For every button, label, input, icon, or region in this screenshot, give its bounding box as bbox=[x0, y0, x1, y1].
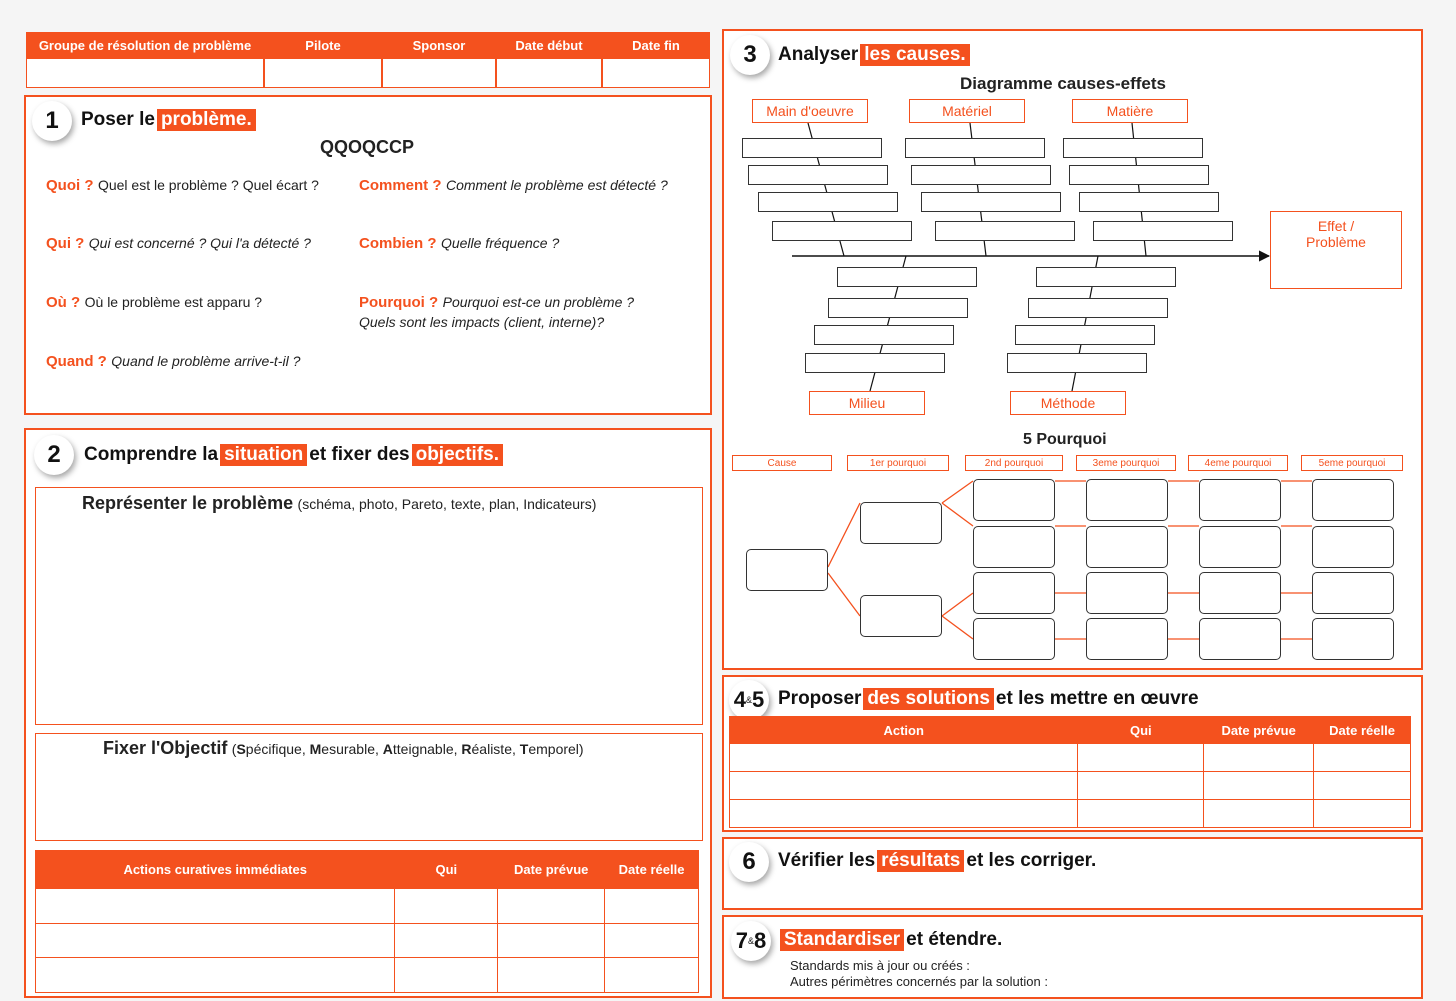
header-col-sponsor: Sponsor bbox=[382, 32, 496, 58]
cause-input-box[interactable] bbox=[805, 353, 945, 373]
cause-input-box[interactable] bbox=[1036, 267, 1176, 287]
section-78-panel[interactable] bbox=[722, 915, 1423, 999]
table-cell[interactable] bbox=[730, 744, 1078, 772]
section-6-number: 6 bbox=[729, 842, 769, 882]
section-6-title-highlight: résultats bbox=[877, 850, 964, 872]
effect-label-line2: Problème bbox=[1306, 234, 1366, 250]
five-why-title: 5 Pourquoi bbox=[1023, 431, 1107, 448]
objective-sub-initial: R bbox=[461, 741, 472, 757]
table-cell[interactable] bbox=[498, 889, 605, 924]
curative-header-date-reelle: Date réelle bbox=[605, 851, 699, 889]
cause-input-box[interactable] bbox=[1093, 221, 1233, 241]
section-78-number-sep: & bbox=[747, 936, 754, 946]
section-2-panel bbox=[24, 428, 712, 998]
category-milieu: Milieu bbox=[809, 391, 925, 415]
objective-sub-part: esurable, bbox=[321, 741, 383, 757]
section-2-title bbox=[84, 442, 505, 468]
objective-heading: Fixer l'Objectif bbox=[103, 738, 228, 758]
project-header-table bbox=[26, 32, 710, 88]
table-cell[interactable] bbox=[605, 889, 699, 924]
represent-problem-heading: Représenter le problème bbox=[82, 493, 294, 513]
cause-input-box[interactable] bbox=[1007, 353, 1147, 373]
why-label-cause: Cause bbox=[732, 455, 832, 471]
why-label-3: 3eme pourquoi bbox=[1076, 455, 1176, 471]
table-row bbox=[730, 772, 1411, 800]
why-box-5a[interactable] bbox=[1312, 479, 1394, 521]
header-input-sponsor[interactable] bbox=[382, 58, 496, 88]
diagram-title: Diagramme causes-effets bbox=[960, 74, 1166, 93]
section-6-title-text-b: et les corriger. bbox=[966, 850, 1097, 871]
table-row bbox=[730, 744, 1411, 772]
question-quand bbox=[46, 353, 300, 371]
cause-input-box[interactable] bbox=[748, 165, 888, 185]
objective-sub-initial: A bbox=[382, 741, 393, 757]
question-qui-text: Qui est concerné ? Qui l'a détecté ? bbox=[88, 235, 311, 251]
why-label-2: 2nd pourquoi bbox=[965, 455, 1063, 471]
category-methode: Méthode bbox=[1010, 391, 1126, 415]
table-row bbox=[730, 800, 1411, 828]
section-1-title-highlight: problème. bbox=[157, 109, 256, 131]
objective-subtitle bbox=[232, 741, 584, 757]
table-row bbox=[36, 889, 699, 924]
table-row bbox=[36, 958, 699, 993]
question-ou bbox=[46, 294, 262, 312]
section-45-number-b: 5 bbox=[752, 687, 765, 712]
table-cell[interactable] bbox=[1314, 744, 1411, 772]
why-label-5: 5eme pourquoi bbox=[1301, 455, 1403, 471]
section-45-title-highlight: des solutions bbox=[863, 688, 993, 710]
objective-sub-part: éaliste, bbox=[471, 741, 520, 757]
why-box-2b[interactable] bbox=[973, 526, 1055, 568]
table-cell[interactable] bbox=[498, 958, 605, 993]
question-combien-key: Combien ? bbox=[359, 235, 437, 252]
solutions-header-date-reelle: Date réelle bbox=[1314, 717, 1411, 744]
table-cell[interactable] bbox=[605, 923, 699, 958]
section-2-title-highlight-situation: situation bbox=[220, 444, 307, 466]
why-box-4b[interactable] bbox=[1199, 526, 1281, 568]
question-pourquoi bbox=[359, 294, 634, 330]
table-cell[interactable] bbox=[395, 889, 498, 924]
section-2-title-text-a: Comprendre la bbox=[84, 444, 219, 465]
why-box-3d[interactable] bbox=[1086, 618, 1168, 660]
solutions-table bbox=[729, 716, 1411, 828]
table-cell[interactable] bbox=[730, 772, 1078, 800]
why-label-4: 4eme pourquoi bbox=[1188, 455, 1288, 471]
effect-label-line1: Effet / bbox=[1317, 218, 1355, 234]
why-box-3b[interactable] bbox=[1086, 526, 1168, 568]
question-quoi-text: Quel est le problème ? Quel écart ? bbox=[97, 177, 319, 193]
table-cell[interactable] bbox=[1314, 772, 1411, 800]
curative-header-action: Actions curatives immédiates bbox=[36, 851, 395, 889]
section-1-number: 1 bbox=[32, 101, 72, 141]
section-45-number-sep: & bbox=[745, 695, 752, 705]
section-6-title bbox=[778, 848, 1096, 874]
header-col-pilote: Pilote bbox=[264, 32, 382, 58]
section-1-title bbox=[81, 107, 258, 133]
header-col-date-fin: Date fin bbox=[602, 32, 710, 58]
category-materiel: Matériel bbox=[909, 99, 1025, 123]
table-cell[interactable] bbox=[605, 958, 699, 993]
objective-box[interactable] bbox=[35, 733, 703, 841]
curative-header-date-prevue: Date prévue bbox=[498, 851, 605, 889]
objective-sub-initial: T bbox=[519, 741, 529, 757]
cause-input-box[interactable] bbox=[1015, 325, 1155, 345]
why-box-5c[interactable] bbox=[1312, 572, 1394, 614]
section-1-title-text: Poser le bbox=[81, 109, 155, 130]
cause-input-box[interactable] bbox=[758, 192, 898, 212]
represent-problem-box[interactable] bbox=[35, 487, 703, 725]
section-78-title bbox=[778, 927, 1002, 953]
other-scopes-line: Autres périmètres concernés par la solution : bbox=[790, 974, 1048, 989]
objective-sub-initial: M bbox=[309, 741, 322, 757]
header-input-date-debut[interactable] bbox=[496, 58, 602, 88]
section-78-number bbox=[731, 921, 771, 961]
why-box-2c[interactable] bbox=[973, 572, 1055, 614]
cause-input-box[interactable] bbox=[772, 221, 912, 241]
question-pourquoi-text-2: Quels sont les impacts (client, interne)? bbox=[359, 314, 605, 330]
section-45-title-text-b: et les mettre en œuvre bbox=[995, 688, 1199, 709]
header-input-date-fin[interactable] bbox=[602, 58, 710, 88]
section-3-title-text: Analyser bbox=[778, 44, 859, 65]
cause-input-box[interactable] bbox=[911, 165, 1051, 185]
why-box-3a[interactable] bbox=[1086, 479, 1168, 521]
question-quand-text: Quand le problème arrive-t-il ? bbox=[111, 353, 301, 369]
cause-input-box[interactable] bbox=[905, 138, 1045, 158]
header-col-date-debut: Date début bbox=[496, 32, 602, 58]
table-cell[interactable] bbox=[1204, 800, 1314, 828]
table-cell[interactable] bbox=[1204, 772, 1314, 800]
solutions-header-action: Action bbox=[730, 717, 1078, 744]
solutions-header-qui: Qui bbox=[1078, 717, 1204, 744]
cause-input-box[interactable] bbox=[837, 267, 977, 287]
cause-input-box[interactable] bbox=[1063, 138, 1203, 158]
why-label-1: 1er pourquoi bbox=[847, 455, 949, 471]
question-ou-key: Où ? bbox=[46, 294, 81, 311]
question-pourquoi-text: Pourquoi est-ce un problème ? bbox=[442, 294, 635, 310]
section-45-panel bbox=[722, 675, 1423, 832]
why-connector bbox=[828, 503, 860, 567]
why-connector bbox=[828, 573, 860, 616]
section-78-number-a: 7 bbox=[735, 928, 748, 953]
table-cell[interactable] bbox=[498, 923, 605, 958]
section-45-title-text-a: Proposer bbox=[778, 688, 862, 709]
objective-sub-part: pécifique, bbox=[245, 741, 310, 757]
why-box-2d[interactable] bbox=[973, 618, 1055, 660]
table-cell[interactable] bbox=[1078, 744, 1204, 772]
section-2-title-text-b: et fixer des bbox=[309, 444, 410, 465]
why-box-1b[interactable] bbox=[860, 595, 942, 637]
table-cell[interactable] bbox=[1314, 800, 1411, 828]
why-box-2a[interactable] bbox=[973, 479, 1055, 521]
question-quoi-key: Quoi ? bbox=[46, 177, 94, 194]
cause-input-box[interactable] bbox=[828, 298, 968, 318]
why-connector bbox=[942, 481, 973, 503]
solutions-header-date-prevue: Date prévue bbox=[1204, 717, 1314, 744]
why-box-5b[interactable] bbox=[1312, 526, 1394, 568]
section-78-title-highlight: Standardiser bbox=[780, 929, 904, 951]
cause-input-box[interactable] bbox=[814, 325, 954, 345]
question-combien bbox=[359, 235, 559, 253]
represent-problem-title bbox=[82, 493, 596, 514]
section-6-title-text-a: Vérifier les bbox=[778, 850, 876, 871]
why-cause-box[interactable] bbox=[746, 549, 828, 591]
table-cell[interactable] bbox=[1078, 772, 1204, 800]
section-2-title-highlight-objectifs: objectifs. bbox=[412, 444, 503, 466]
section-45-number-a: 4 bbox=[733, 687, 746, 712]
cause-input-box[interactable] bbox=[1028, 298, 1168, 318]
table-row bbox=[36, 923, 699, 958]
section-78-number-b: 8 bbox=[754, 928, 767, 953]
why-connector bbox=[942, 616, 973, 639]
cause-input-box[interactable] bbox=[1069, 165, 1209, 185]
why-box-5d[interactable] bbox=[1312, 618, 1394, 660]
question-quand-key: Quand ? bbox=[46, 353, 107, 370]
objective-sub-part: ( bbox=[231, 741, 237, 757]
header-col-group: Groupe de résolution de problème bbox=[26, 32, 264, 58]
question-pourquoi-key: Pourquoi ? bbox=[359, 294, 439, 311]
question-comment-text: Comment le problème est détecté ? bbox=[445, 177, 668, 193]
why-connector bbox=[942, 593, 973, 616]
question-qui-key: Qui ? bbox=[46, 235, 85, 252]
represent-problem-subtitle: (schéma, photo, Pareto, texte, plan, Indicateurs) bbox=[297, 496, 597, 512]
section-3-title-highlight: les causes. bbox=[860, 44, 969, 66]
cause-input-box[interactable] bbox=[921, 192, 1061, 212]
standards-line: Standards mis à jour ou créés : bbox=[790, 958, 970, 973]
effect-problem-box bbox=[1270, 211, 1402, 289]
section-45-number bbox=[729, 680, 769, 720]
qqoqccp-title: QQOQCCP bbox=[320, 137, 415, 157]
question-comment bbox=[359, 177, 668, 195]
section-2-number: 2 bbox=[34, 435, 74, 475]
table-cell[interactable] bbox=[36, 958, 395, 993]
why-box-3c[interactable] bbox=[1086, 572, 1168, 614]
objective-sub-part: emporel) bbox=[528, 741, 584, 757]
table-cell[interactable] bbox=[36, 889, 395, 924]
cause-input-box[interactable] bbox=[935, 221, 1075, 241]
curative-actions-table bbox=[35, 850, 699, 993]
objective-title bbox=[103, 738, 584, 759]
question-qui bbox=[46, 235, 311, 253]
cause-input-box[interactable] bbox=[1079, 192, 1219, 212]
why-connector bbox=[942, 503, 973, 526]
section-3-panel bbox=[722, 29, 1423, 670]
curative-header-qui: Qui bbox=[395, 851, 498, 889]
question-combien-text: Quelle fréquence ? bbox=[440, 235, 560, 251]
why-box-4c[interactable] bbox=[1199, 572, 1281, 614]
objective-sub-part: tteignable, bbox=[392, 741, 462, 757]
why-box-4d[interactable] bbox=[1199, 618, 1281, 660]
header-input-group[interactable] bbox=[26, 58, 264, 88]
category-main-oeuvre: Main d'oeuvre bbox=[752, 99, 868, 123]
section-78-title-text: et étendre. bbox=[906, 929, 1003, 950]
table-cell[interactable] bbox=[395, 923, 498, 958]
section-1-panel bbox=[24, 95, 712, 415]
table-cell[interactable] bbox=[395, 958, 498, 993]
table-cell[interactable] bbox=[1204, 744, 1314, 772]
table-cell[interactable] bbox=[730, 800, 1078, 828]
why-box-1a[interactable] bbox=[860, 502, 942, 544]
table-cell[interactable] bbox=[36, 923, 395, 958]
objective-sub-initial: S bbox=[236, 741, 246, 757]
section-6-panel[interactable] bbox=[722, 837, 1423, 910]
why-box-4a[interactable] bbox=[1199, 479, 1281, 521]
question-ou-text: Où le problème est apparu ? bbox=[84, 294, 263, 310]
section-45-title bbox=[778, 686, 1199, 712]
question-quoi bbox=[46, 177, 319, 195]
section-3-number: 3 bbox=[730, 35, 770, 75]
cause-input-box[interactable] bbox=[742, 138, 882, 158]
category-matiere: Matière bbox=[1072, 99, 1188, 123]
table-cell[interactable] bbox=[1078, 800, 1204, 828]
question-comment-key: Comment ? bbox=[359, 177, 442, 194]
header-input-pilote[interactable] bbox=[264, 58, 382, 88]
